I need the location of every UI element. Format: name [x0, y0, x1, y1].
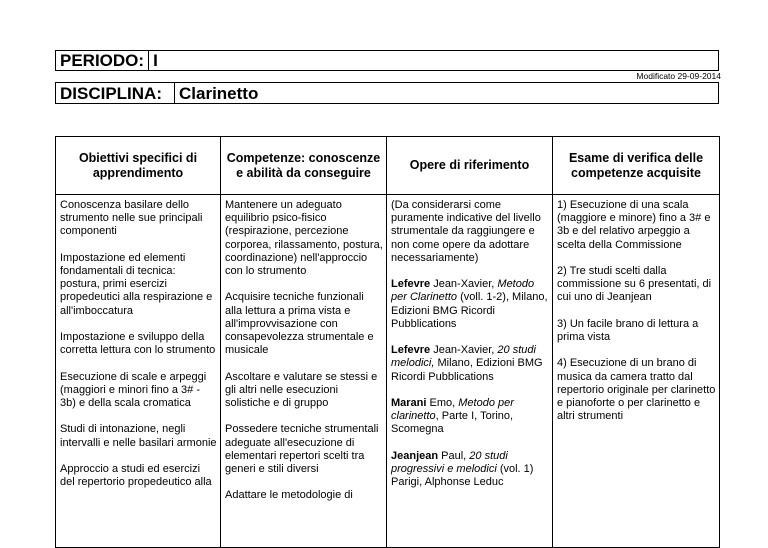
list-item: Mantenere un adeguato equilibrio psico-fisico (respirazione, percezione corporea, rilassamento, postura, coordinazione) nell'approccio con lo strumento	[225, 199, 383, 278]
work-author: Jeanjean	[391, 449, 439, 462]
cell-obiettivi	[56, 195, 221, 548]
cell-esame	[553, 195, 720, 548]
header-competenze: Competenze: conoscenze e abilità da conseguire	[221, 137, 387, 195]
periodo-label: PERIODO:	[56, 51, 149, 70]
work-item	[391, 344, 549, 384]
list-item: Studi di intonazione, negli intervalli e nelle basilari armonie	[60, 423, 217, 449]
work-title: 20 studi progressivi e melodici	[391, 449, 508, 475]
work-details: Milano, Edizioni BMG Ricordi Pubblications	[391, 357, 543, 383]
cell-opere	[387, 195, 553, 548]
table-row	[56, 195, 720, 548]
list-item: Impostazione e sviluppo della corretta lettura con lo strumento	[60, 331, 216, 357]
work-title: Metodo per Clarinetto	[391, 278, 535, 304]
header-esame: Esame di verifica delle competenze acquisite	[553, 137, 720, 195]
table-header-row	[56, 137, 720, 195]
work-author-rest: Jean-Xavier,	[430, 278, 498, 291]
list-item: Possedere tecniche strumentali adeguate all'esecuzione di elementari repertori scelti tra generi e stili diversi	[225, 423, 379, 476]
opere-intro: (Da considerarsi come puramente indicative del livello strumentale da raggiungere e non come opere da adottare necessariamente)	[391, 199, 541, 264]
work-author: Marani	[391, 397, 427, 409]
header-opere: Opere di riferimento	[387, 137, 553, 195]
disciplina-label: DISCIPLINA:	[56, 83, 175, 103]
work-title: Metodo per clarinetto	[391, 397, 514, 423]
work-details: (voll. 1-2), Milano, Edizioni BMG Ricordi Pubblications	[391, 291, 548, 330]
work-author: Lefevre	[391, 344, 431, 357]
list-item: Esecuzione di scale e arpeggi (maggiori e minori fino a 3# - 3b) e della scala cromatica	[60, 370, 207, 409]
list-item: 1) Esecuzione di una scala (maggiore e minore) fino a 3# e 3b e del relativo arpeggio a scelta della Commissione	[557, 199, 711, 251]
work-author: Lefevre	[391, 278, 431, 291]
list-item: Ascoltare e valutare se stessi e gli altri nelle esecuzioni solistiche e di gruppo	[225, 370, 378, 410]
work-details: , Parte I, Torino, Scomegna	[391, 410, 514, 436]
work-item	[391, 278, 549, 331]
list-item: Impostazione ed elementi fondamentali di tecnica: postura, primi esercizi propedeutici alla respirazione e all'imboccatura	[60, 251, 213, 317]
disciplina-box	[55, 82, 719, 104]
work-author-rest: Emo,	[426, 397, 459, 409]
work-title: 20 studi melodici,	[391, 344, 536, 370]
work-item	[391, 450, 549, 490]
list-item: 2) Tre studi scelti dalla commissione su 6 presentati, di cui uno di Jeanjean	[557, 265, 712, 304]
list-item: Conoscenza basilare dello strumento nelle sue principali componenti	[60, 199, 203, 238]
work-author-rest: Paul,	[438, 449, 470, 462]
work-details: (vol. 1) Parigi, Alphonse Leduc	[391, 463, 534, 489]
periodo-box	[55, 50, 719, 71]
list-item: 3) Un facile brano di lettura a prima vista	[557, 317, 699, 343]
list-item: Approccio a studi ed esercizi del repertorio propedeutico alla	[60, 462, 212, 489]
cell-competenze	[221, 195, 387, 548]
modified-date: Modificato 29-09-2014	[636, 71, 721, 81]
syllabus-table	[55, 136, 720, 548]
disciplina-value: Clarinetto	[179, 84, 259, 103]
periodo-value: I	[153, 51, 158, 70]
list-item: 4) Esecuzione di un brano di musica da camera tratto dal repertorio originale per clarinetto e pianoforte o per clarinetto e altri strumenti	[557, 357, 716, 423]
work-author-rest: Jean-Xavier,	[430, 344, 498, 357]
list-item: Adattare le metodologie di	[225, 489, 353, 502]
list-item: Acquisire tecniche funzionali alla lettura a prima vista e all'improvvisazione con consapevolezza strumentale e musicale	[225, 291, 374, 357]
work-item	[391, 397, 549, 437]
header-obiettivi: Obiettivi specifici di apprendimento	[56, 137, 221, 195]
